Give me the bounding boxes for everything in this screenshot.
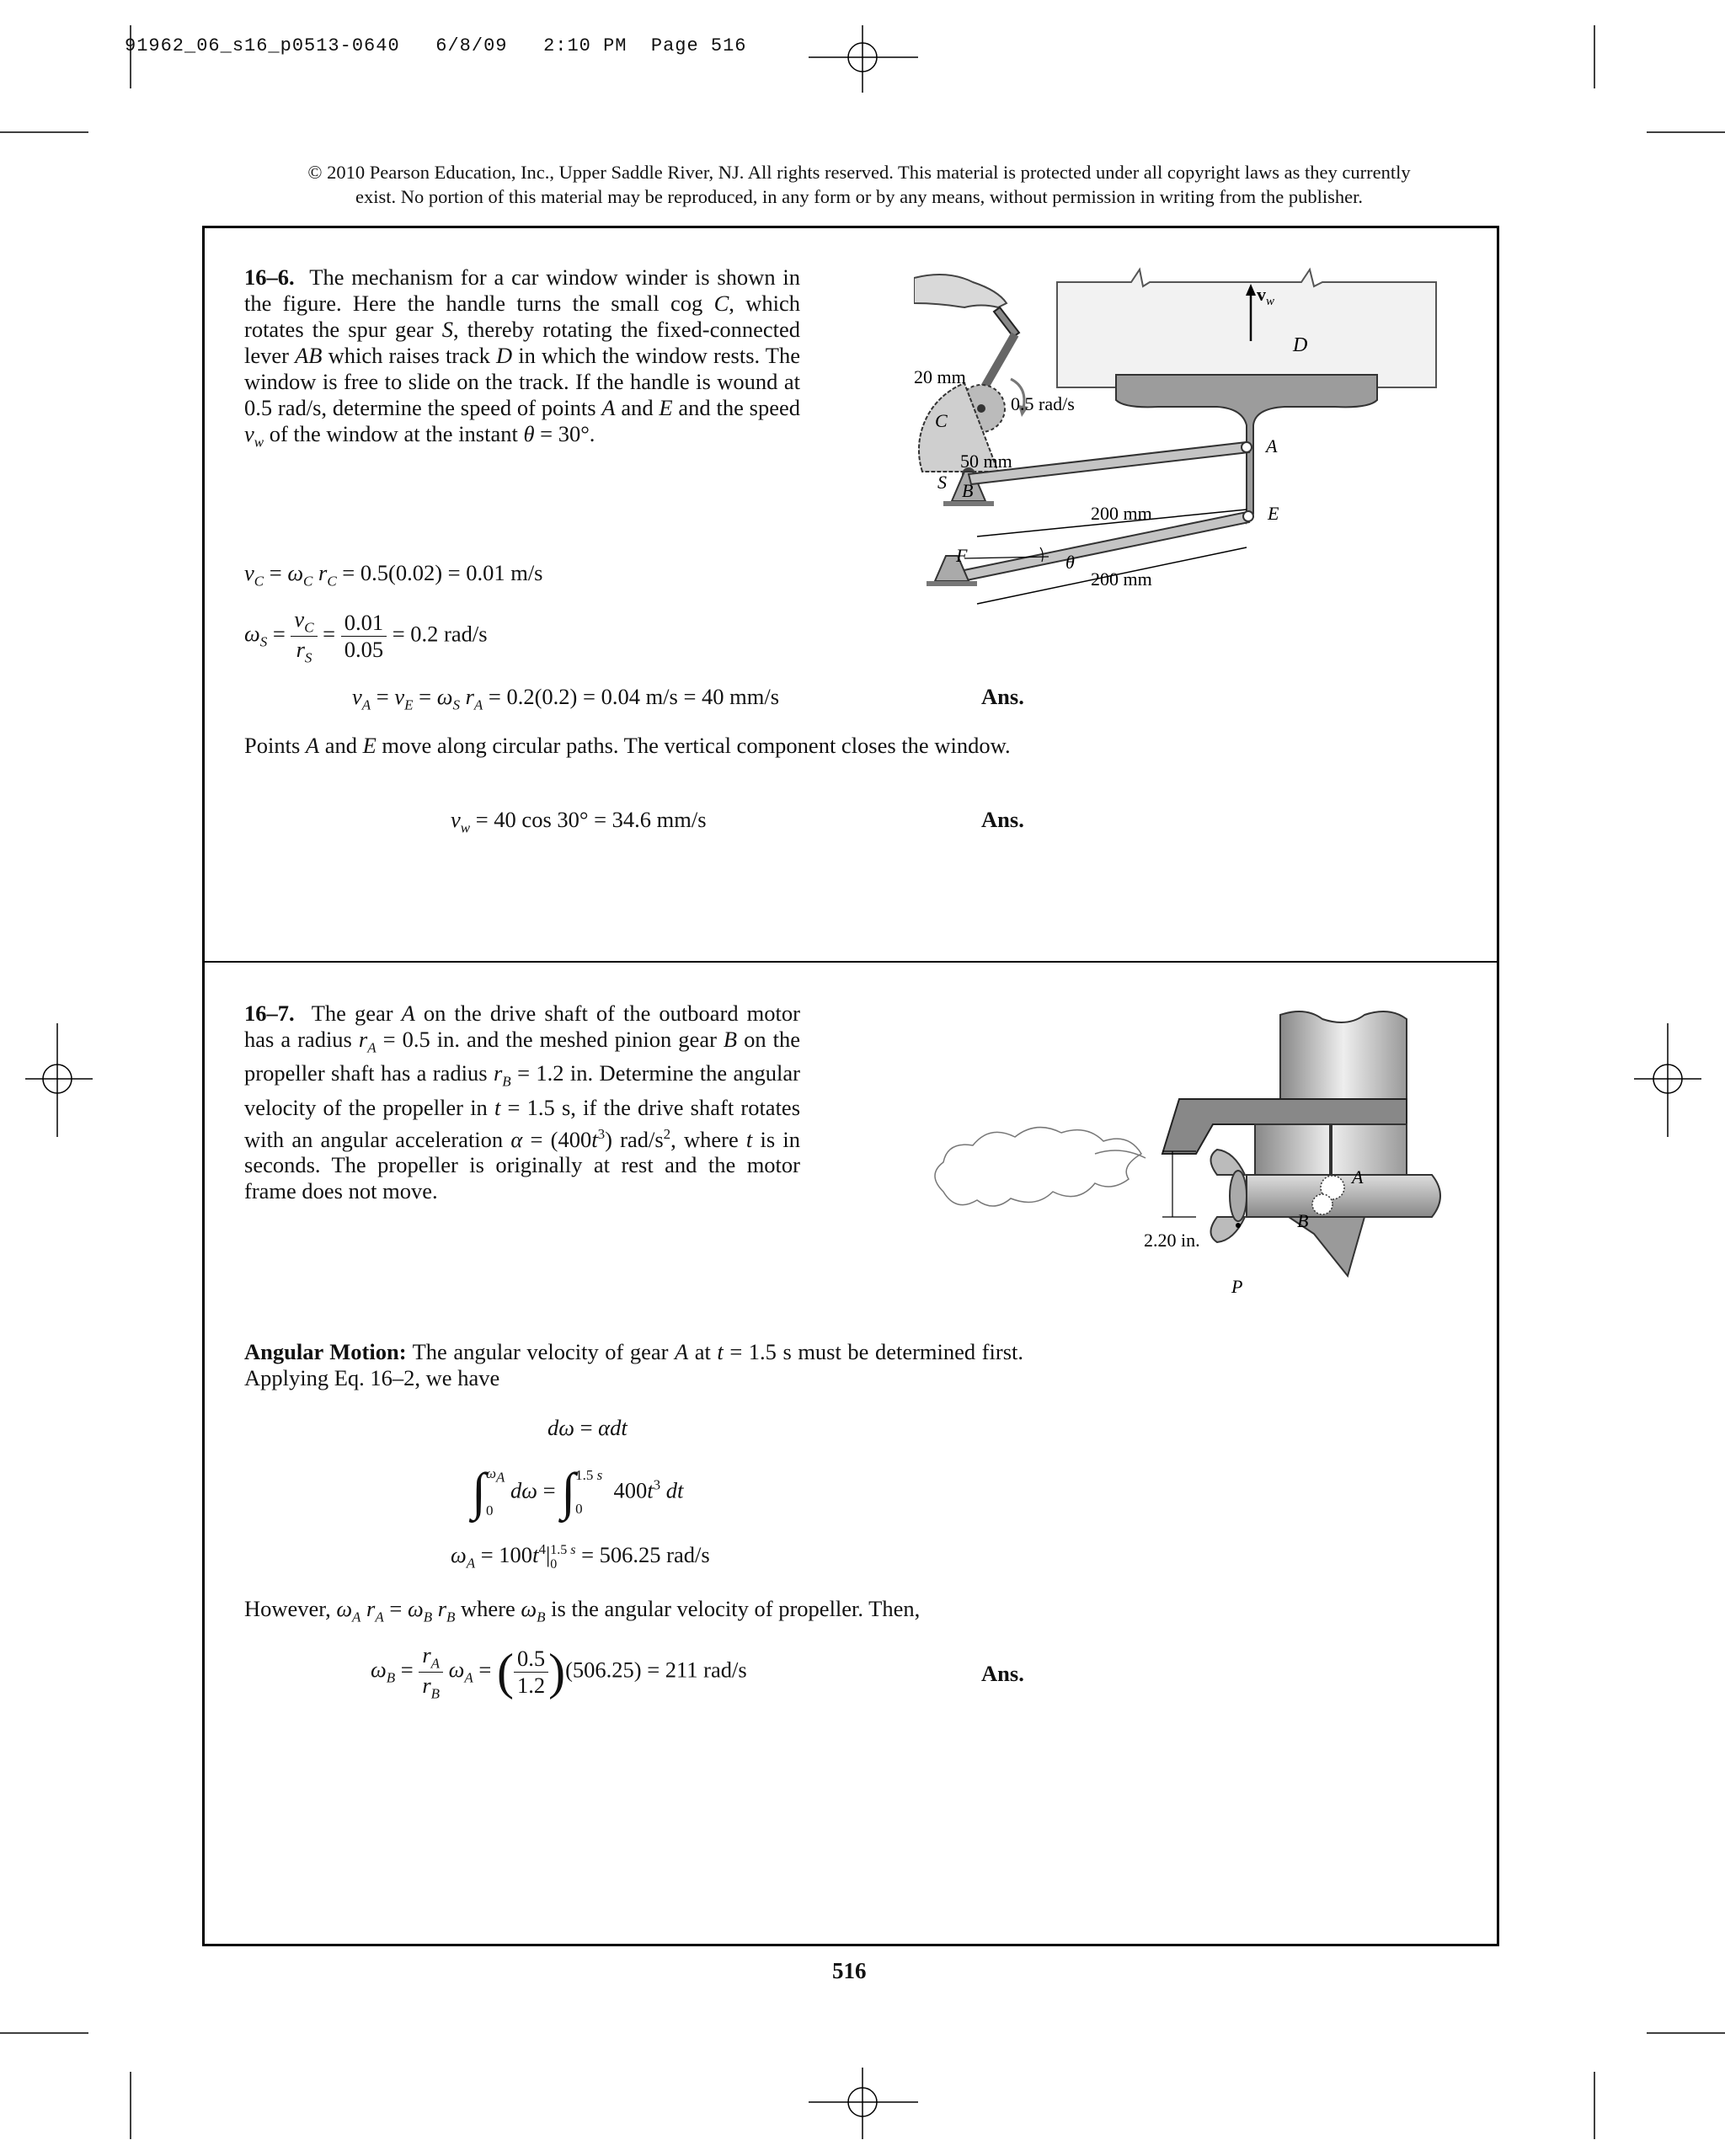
- label-200mm-top: 200 mm: [1091, 503, 1152, 524]
- however-text: However, $\omega_A$ $r_A = \omega_B$ $r_B$ where $\omega_B$ is the angular velocity of propeller. Then,: [244, 1596, 921, 1625]
- label-rate: 0.5 rad/s: [1011, 393, 1075, 414]
- label-S: S: [937, 472, 947, 493]
- label-50mm: 50 mm: [960, 451, 1012, 472]
- label-E: E: [1268, 503, 1279, 524]
- copyright-notice: [135, 160, 1583, 209]
- problem-divider: [202, 961, 1499, 963]
- eq2-denominator: 0.05: [344, 636, 384, 662]
- angular-motion-intro: Angular Motion: The angular velocity of gear A at t = 1.5 s must be determined first. Applying Eq. 16–2, we have: [244, 1339, 1023, 1390]
- label-vw: $v_w$: [1257, 284, 1275, 308]
- eq2-numerator: 0.01: [341, 610, 387, 636]
- problem-number: 16–6.: [244, 264, 295, 290]
- eq-omega-b-num: 0.5: [514, 1646, 548, 1672]
- label-200mm-bottom: 200 mm: [1091, 568, 1152, 590]
- angular-motion-heading: Angular Motion:: [244, 1339, 407, 1364]
- eq-va-ve: $v_A = v_E = \omega_S$ $r_A = 0.2(0.2) = 0.04$ m/s = 40 mm/s: [352, 684, 780, 713]
- answer-label-3: Ans.: [981, 1661, 1024, 1686]
- label-D: D: [1293, 334, 1308, 356]
- label-dim-220: 2.20 in.: [1144, 1230, 1200, 1251]
- label-P: P: [1231, 1276, 1243, 1297]
- eq4-result: = 40 cos 30° = 34.6 mm/s: [475, 807, 707, 832]
- copyright-line-2: exist. No portion of this material may be reproduced, in any form or by any means, without permission in writing from the publisher.: [355, 186, 1363, 207]
- eq-omega-s: $\omega_S$ = $\frac{v_C}{r_S}$ = $\frac{0.01}{0.05}$ = 0.2 rad/s: [244, 606, 488, 666]
- eq-domega: dω = αdt: [547, 1415, 628, 1440]
- label-A: A: [1266, 435, 1278, 456]
- label-C: C: [935, 410, 948, 431]
- problem-number: 16–7.: [244, 1001, 295, 1026]
- problem-16-7-statement: 16–7. The gear A on the drive shaft of the outboard motor has a radius $r_A = 0.5$ in. and the meshed pinion gear B on the propeller shaft has a radius $r_B = 1.2$ in. Determine the angular velocity of the propeller in t = 1.5 s, if the drive shaft rotates with an angular acceleration $\alpha = (400t^3)$ rad/$s^2$, where t is in seconds. The propeller is originally at rest and the motor frame does not move.: [244, 1001, 801, 1204]
- answer-label-2: Ans.: [981, 807, 1024, 832]
- outboard-motor-figure: [927, 1006, 1457, 1310]
- label-20mm: 20 mm: [914, 366, 966, 387]
- eq-omega-b-result: (506.25) = 211 rad/s: [565, 1657, 747, 1683]
- eq-omega-a: $\omega_A = 100t^4|1.5$ s 0 = 506.25 rad/s: [451, 1541, 710, 1572]
- eq-vc: $v_C = \omega_C$ $r_C = 0.5(0.02) = 0.01$ m/s: [244, 560, 543, 590]
- print-slug: 91962_06_s16_p0513-0640 6/8/09 2:10 PM Page 516: [125, 35, 747, 56]
- label-F: F: [956, 545, 968, 566]
- eq-vw: $v_w = 40$ cos 30° = 34.6 mm/s: [451, 807, 707, 836]
- eq-omega-b-den: 1.2: [516, 1672, 546, 1698]
- window-winder-figure: [914, 257, 1470, 611]
- eq-omega-b: $\omega_B$ = $\frac{r_A}{r_B}$ $\omega_A$ = ( $\frac{0.5}{1.2}$ )(506.25) = 211 rad/s: [371, 1642, 747, 1702]
- label-gear-B: B: [1297, 1210, 1309, 1231]
- circular-path-text: Points A and E move along circular paths. The vertical component closes the window.: [244, 733, 1011, 758]
- eq-integral: $\int\omega_A$ 0 dω = ∫1.5 s 0 $400t^3$ dt: [472, 1463, 684, 1521]
- label-theta: θ: [1065, 552, 1075, 573]
- page-number: 516: [832, 1958, 867, 1983]
- eq3-result: = 0.2(0.2) = 0.04 m/s = 40 mm/s: [488, 684, 780, 709]
- copyright-line-1: © 2010 Pearson Education, Inc., Upper Saddle River, NJ. All rights reserved. This material is protected under all copyright laws as they currently: [307, 162, 1411, 183]
- label-gear-A: A: [1352, 1166, 1364, 1187]
- eq2-result: = 0.2 rad/s: [392, 621, 488, 647]
- eq-omega-a-result: = 506.25 rad/s: [581, 1541, 710, 1567]
- problem-16-6-statement: 16–6. The mechanism for a car window winder is shown in the figure. Here the handle turns the small cog C, which rotates the spur gear S, thereby rotating the fixed-connected lever AB which raises track D in which the window rests. The window is free to slide on the track. If the handle is wound at 0.5 rad/s, determine the speed of points A and E and the speed $v_w$ of the window at the instant θ = 30°.: [244, 264, 801, 451]
- answer-label-1: Ans.: [981, 684, 1024, 709]
- label-B: B: [962, 480, 974, 501]
